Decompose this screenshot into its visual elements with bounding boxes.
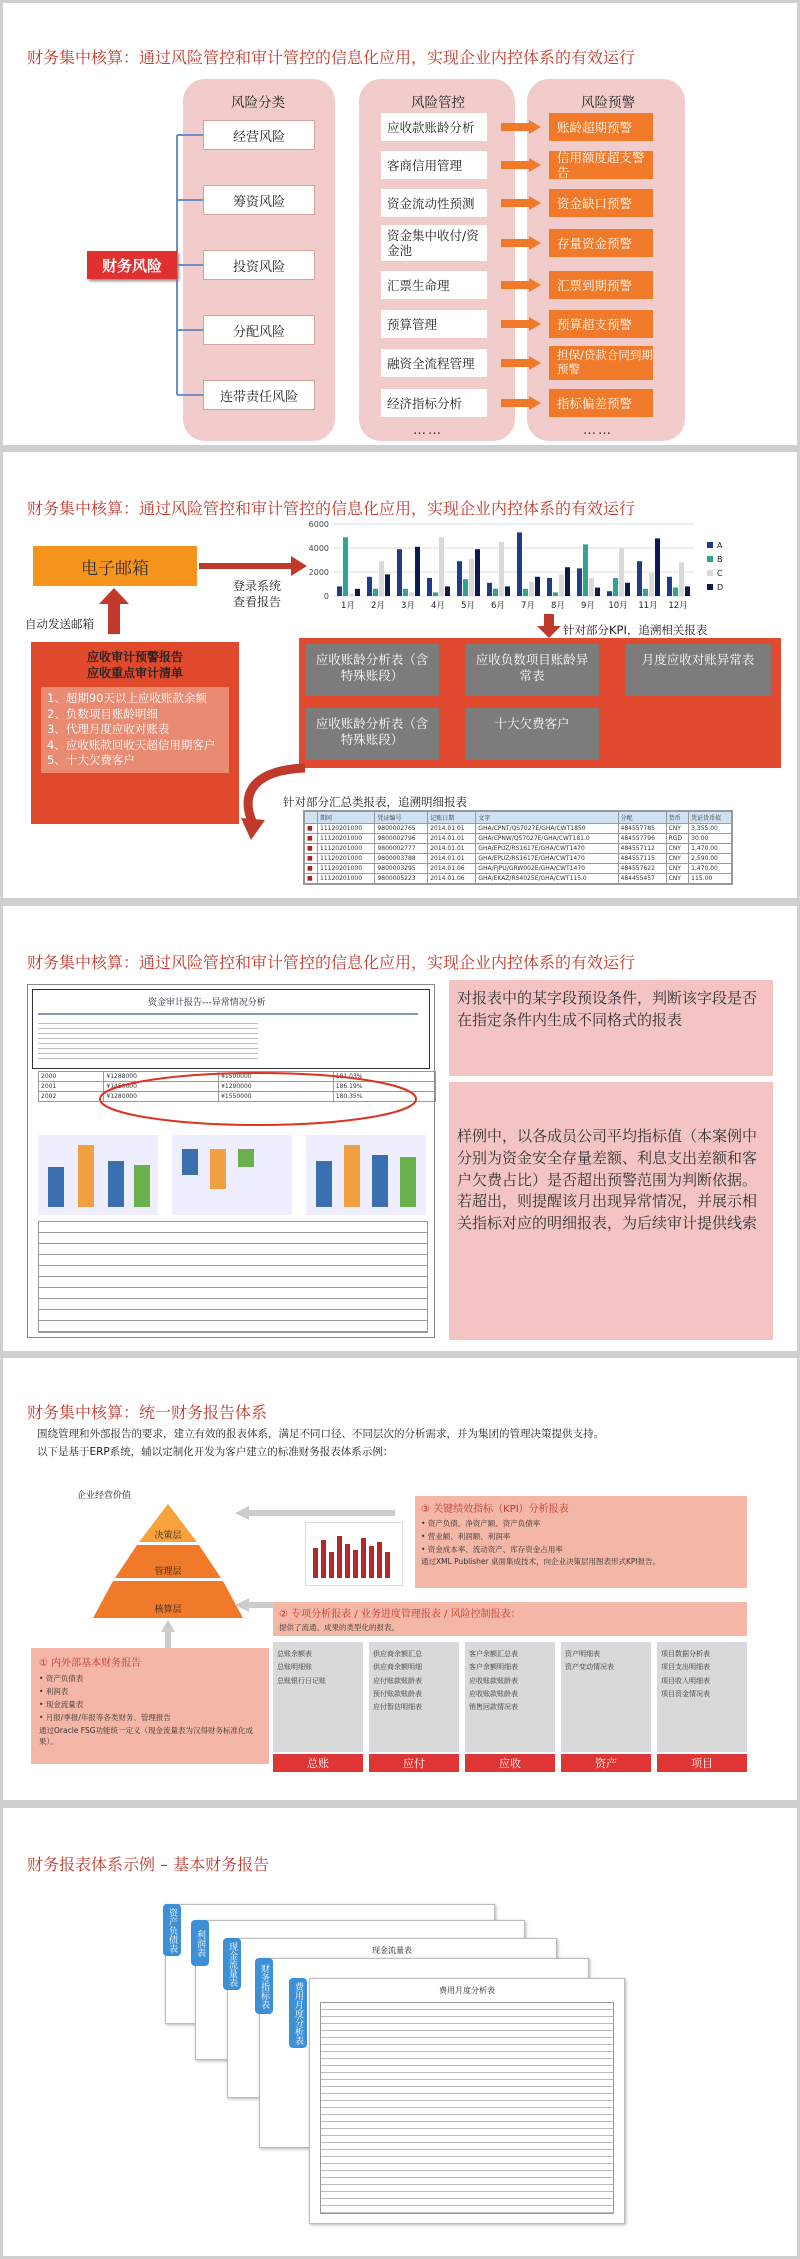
- legend-label: D: [717, 583, 724, 592]
- table-cell: ■: [305, 834, 318, 844]
- audit-item: 1、超期90天以上应收账款余额: [47, 691, 207, 706]
- report-category-bar: 应付: [369, 1754, 459, 1772]
- control-8: 经济指标分析: [381, 389, 487, 417]
- chart-bar: [613, 578, 618, 596]
- table-cell: ¥1288000: [104, 1072, 219, 1082]
- table-cell: 2001: [39, 1082, 104, 1092]
- legend-swatch: [707, 584, 713, 590]
- legend-swatch: [707, 570, 713, 576]
- table-cell: 115.00: [689, 874, 732, 884]
- chart-bar: [517, 532, 522, 596]
- x-tick-label: 2月: [371, 601, 385, 611]
- warning-5: 汇票到期预警: [549, 271, 653, 299]
- mgmt-report-head: ② 专项分析报表 / 业务进度管理报表 / 风险控制报表：: [279, 1609, 521, 1620]
- report-item: 销售回款情况表: [469, 1703, 518, 1712]
- kpi-item: 通过XML Publisher 桌面集成技术，向企业决策层用图表形式KPI报告。: [421, 1557, 661, 1567]
- chart-bar: [469, 559, 474, 596]
- chart-bar: [673, 588, 678, 596]
- report-item: 总账明细账: [277, 1663, 312, 1672]
- table-cell: GHA/EKAZ/RS4025E/GHA/CWT115.0: [476, 874, 618, 884]
- table-cell: ■: [305, 864, 318, 874]
- legend-label: B: [717, 555, 723, 564]
- chart-bar: [553, 592, 558, 596]
- report-item: 资产明细表: [565, 1650, 600, 1658]
- slide-title: 财务集中核算：统一财务报告体系: [27, 1403, 268, 1422]
- arrow-right-icon: [501, 317, 533, 331]
- table-cell: 1,470.00: [689, 864, 732, 874]
- kpi-report-head: ③ 关键绩效指标（KPI）分析报表: [421, 1504, 569, 1515]
- chart-bar: [367, 577, 372, 596]
- table-header: 货币: [666, 812, 689, 824]
- warning-6: 预算超支预警: [549, 310, 653, 338]
- chart-bar: [655, 538, 660, 596]
- x-tick-label: 3月: [401, 601, 415, 611]
- table-cell: 181.03%: [333, 1072, 435, 1082]
- x-tick-label: 5月: [461, 601, 475, 611]
- control-3: 资金流动性预测: [381, 189, 487, 217]
- chart-bar: [685, 586, 690, 596]
- table-cell: 9800003788: [375, 854, 428, 864]
- table-cell: 2014.01.01: [428, 854, 476, 864]
- x-tick-label: 6月: [491, 601, 505, 611]
- table-row[interactable]: [305, 834, 732, 844]
- arrow-up-icon: [99, 588, 129, 634]
- kpi-trace-label: 针对部分KPI，追溯相关报表: [563, 623, 708, 637]
- highlight-ellipse: [98, 1071, 428, 1131]
- table-cell: 11120201000: [318, 864, 375, 874]
- table-row[interactable]: [305, 874, 732, 884]
- login-label: 登录系统 查看报告: [233, 579, 282, 610]
- x-tick-label: 12月: [668, 601, 688, 611]
- table-cell: 484557785: [618, 824, 666, 834]
- warning-3: 资金缺口预警: [549, 189, 653, 217]
- report-item: 供应商余额汇总: [373, 1650, 422, 1658]
- chart-bar: [679, 562, 684, 596]
- chart-bar: [337, 586, 342, 596]
- table-cell: 1,470.00: [689, 844, 732, 854]
- basic-item: • 现金流量表: [39, 1700, 84, 1710]
- slide-title: 财务集中核算：通过风险管控和审计管控的信息化应用，实现企业内控体系的有效运行: [27, 499, 636, 518]
- mgmt-report-sub: 提供了流通、成果的类型化的报表。: [279, 1623, 399, 1632]
- doc-title: 资金审计报告---异常情况分析: [148, 998, 266, 1008]
- chart-bar: [415, 547, 420, 596]
- slide-audit-email: [3, 452, 797, 898]
- table-cell: ■: [305, 874, 318, 884]
- x-tick-label: 11月: [638, 601, 658, 611]
- chart-bar: [589, 578, 594, 596]
- slide-title: 财务集中核算：通过风险管控和审计管控的信息化应用，实现企业内控体系的有效运行: [27, 48, 636, 67]
- report-item: 预付账款账龄表: [373, 1689, 422, 1698]
- tab-income-statement[interactable]: 利润表: [191, 1920, 209, 1966]
- slide-title: 财务集中核算：通过风险管控和审计管控的信息化应用，实现企业内控体系的有效运行: [27, 953, 636, 972]
- example-text: 样例中，以各成员公司平均指标值（本案例中分别为资金安全存量差额、利息支出差额和客户欠费占比）是否超出预警范围为判断依据。若超出，则提醒该月出现异常情况，并展示相关指标对应的明细报表，为后续审计提供线索: [449, 1082, 773, 1340]
- table-cell: ¥1550000: [219, 1092, 334, 1102]
- audit-document: [27, 984, 435, 1338]
- audit-report-title: 应收审计预警报告 应收重点审计清单: [86, 650, 183, 680]
- table-header: 凭证编号: [375, 812, 428, 824]
- report-item: 应收账款账龄表: [469, 1689, 518, 1698]
- sheet-title: 现金流量表: [372, 1946, 412, 1955]
- arrow-right-icon: [501, 396, 533, 410]
- table-cell: RGD: [666, 834, 689, 844]
- basic-report-panel: [31, 1648, 269, 1764]
- table-cell: 2000: [39, 1072, 104, 1082]
- slide-risk-control: [3, 3, 797, 445]
- chart-bar: [535, 577, 540, 596]
- chart-bar: [607, 591, 612, 596]
- table-cell: CNY: [666, 824, 689, 834]
- arrow-right-icon: [501, 196, 533, 210]
- slide-reporting-system: [3, 1358, 797, 1800]
- table-header: 凭证货币值: [689, 812, 732, 824]
- col-head-control: 风险管控: [411, 95, 465, 111]
- audit-report-box: [31, 642, 239, 824]
- kpi-report-panel: [415, 1496, 747, 1588]
- table-cell: 2014.01.06: [428, 864, 476, 874]
- pyramid-level-1: 决策层: [154, 1531, 182, 1541]
- audit-item: 2、负数项目账龄明细: [47, 706, 158, 721]
- report-item: 项目支出明细表: [661, 1663, 710, 1672]
- basic-item: • 月报/季报/年报等各类财务、管理报告: [39, 1713, 171, 1723]
- bar-chart: [303, 520, 733, 616]
- root-node: 财务风险: [87, 251, 177, 279]
- pyramid-level-2: 管理层: [154, 1567, 182, 1577]
- chart-bar: [499, 542, 504, 596]
- basic-item: • 利润表: [39, 1687, 69, 1697]
- table-cell: 2014.01.01: [428, 844, 476, 854]
- chart-bar: [637, 561, 642, 596]
- chart-bar: [643, 589, 648, 596]
- kpi-chart-thumb: [305, 1522, 403, 1586]
- legend-swatch: [707, 542, 713, 548]
- legend-label: A: [717, 541, 723, 550]
- drill-label: 针对部分汇总类报表，追溯明细报表: [283, 795, 467, 809]
- chart-bar: [559, 574, 564, 596]
- cat-3: 投资风险: [203, 250, 315, 280]
- pyramid-level-3: 核算层: [154, 1605, 182, 1615]
- chart-bar: [343, 537, 348, 596]
- more-warnings: ……: [583, 423, 613, 438]
- auto-email-label: 自动发送邮箱: [25, 617, 94, 631]
- kpi-item: • 资金成本率、流动资产、库存资金占用率: [421, 1544, 563, 1554]
- arrow-right-icon: [501, 356, 533, 370]
- kpi-box-1: 应收账龄分析表（含特殊账段）: [305, 644, 439, 696]
- kpi-item: • 营业额、利润额、利润率: [421, 1531, 511, 1541]
- cat-1: 经营风险: [203, 120, 315, 150]
- kpi-box-5: 十大欠费客户: [465, 708, 599, 760]
- chart-bar: [619, 548, 624, 596]
- x-tick-label: 10月: [608, 601, 628, 611]
- legend-swatch: [707, 556, 713, 562]
- cat-2: 筹资风险: [203, 185, 315, 215]
- table-row[interactable]: [305, 854, 732, 864]
- chart-bar: [565, 567, 570, 596]
- report-column: [561, 1642, 651, 1752]
- control-5: 汇票生命理: [381, 271, 487, 299]
- chart-bar: [493, 589, 498, 596]
- table-cell: 9800002765: [375, 824, 428, 834]
- table-cell: 484557622: [618, 864, 666, 874]
- kpi-box-3: 月度应收对账异常表: [625, 644, 771, 696]
- y-tick-label: 0: [323, 592, 329, 601]
- report-item: 总账银行日记账: [277, 1676, 326, 1685]
- table-row[interactable]: [305, 864, 732, 874]
- report-column: [657, 1642, 747, 1752]
- cat-5: 连带责任风险: [203, 380, 315, 410]
- arrow-right-icon: [501, 120, 533, 134]
- chart-bar: [547, 578, 552, 596]
- chart-bar: [667, 577, 672, 596]
- report-column: [369, 1642, 459, 1752]
- chart-bar: [355, 589, 360, 596]
- table-cell: ■: [305, 844, 318, 854]
- chart-bar: [505, 586, 510, 596]
- mgmt-report-head-bar: [273, 1602, 747, 1636]
- mini-charts: [38, 1135, 428, 1217]
- report-item: 客户余额汇总表: [469, 1650, 518, 1658]
- table-cell: CNY: [666, 864, 689, 874]
- table-cell: 9800002777: [375, 844, 428, 854]
- table-cell: 9800002796: [375, 834, 428, 844]
- table-cell: 2014.01.01: [428, 824, 476, 834]
- table-cell: ¥1280000: [104, 1092, 219, 1102]
- x-tick-label: 1月: [341, 601, 355, 611]
- basic-item: 通过Oracle FSG功能统一定义（现金流量表为汉得财务标准化成果）。: [39, 1725, 254, 1746]
- table-cell: ■: [305, 854, 318, 864]
- chart-bar: [457, 561, 462, 596]
- cat-4: 分配风险: [203, 315, 315, 345]
- table-cell: 11120201000: [318, 854, 375, 864]
- chart-bar: [595, 588, 600, 596]
- chart-bar: [445, 586, 450, 596]
- more-controls: ……: [413, 423, 443, 438]
- table-header: 期间: [318, 812, 375, 824]
- chart-bar: [433, 592, 438, 596]
- table-header: 记账日期: [428, 812, 476, 824]
- table-header: 文字: [476, 812, 618, 824]
- detail-table: [303, 810, 733, 885]
- table-cell: ¥1450000: [104, 1082, 219, 1092]
- arrow-right-icon: [501, 278, 533, 292]
- warning-2: 信用额度超支警告: [549, 151, 653, 179]
- arrow-right-icon: [501, 158, 533, 172]
- chart-bar: [487, 583, 492, 596]
- report-item: 项目资金情况表: [661, 1689, 710, 1698]
- report-item: 总账余额表: [277, 1650, 312, 1658]
- audit-item: 5、十大欠费客户: [47, 753, 135, 768]
- slide-basic-reports: [3, 1808, 797, 2256]
- table-cell: CNY: [666, 874, 689, 884]
- chart-bar: [397, 549, 402, 596]
- chart-bar: [373, 589, 378, 596]
- table-cell: 484557112: [618, 844, 666, 854]
- table-cell: GHA/EPUZ/RS1617E/GHA/CWT1470: [476, 854, 618, 864]
- chart-bar: [625, 583, 630, 596]
- x-tick-label: 9月: [581, 601, 595, 611]
- warning-7: 担保/贷款合同到期预警: [549, 346, 653, 380]
- x-tick-label: 4月: [431, 601, 445, 611]
- email-box: 电子邮箱: [33, 546, 197, 586]
- col-head-warning: 风险预警: [581, 95, 635, 111]
- table-cell: 484557796: [618, 834, 666, 844]
- table-header: [305, 812, 318, 824]
- y-tick-label: 6000: [308, 520, 329, 529]
- arrow-down-icon: [537, 614, 561, 638]
- audit-item: 3、代理月度应收对账表: [47, 722, 170, 737]
- table-cell: CNY: [666, 854, 689, 864]
- y-tick-label: 4000: [308, 544, 329, 553]
- chart-bar: [649, 573, 654, 596]
- control-1: 应收款账龄分析: [381, 113, 487, 141]
- chart-bar: [463, 579, 468, 596]
- table-cell: 30.00: [689, 834, 732, 844]
- audit-report-list: [41, 687, 229, 773]
- slide-title: 财务报表体系示例 – 基本财务报告: [27, 1855, 270, 1874]
- table-cell: 2014.01.01: [428, 834, 476, 844]
- report-item: 项目数据分析表: [661, 1650, 710, 1658]
- control-6: 预算管理: [381, 310, 487, 338]
- sheet-title: 费用月度分析表: [439, 1986, 495, 1995]
- arrow-left-icon: [235, 1598, 275, 1612]
- warning-4: 存量资金预警: [549, 229, 653, 257]
- table-cell: 2002: [39, 1092, 104, 1102]
- chart-bar: [379, 561, 384, 596]
- kpi-item: • 资产负债、净资产额、资产负债率: [421, 1519, 541, 1528]
- tab-cashflow[interactable]: 现金流量表: [223, 1938, 241, 1990]
- table-cell: ■: [305, 824, 318, 834]
- report-category-bar: 总账: [273, 1754, 363, 1772]
- chart-bar: [439, 537, 444, 596]
- intro-line-1: 围绕管理和外部报告的要求，建立有效的报表体系，满足不同口径、不同层次的分析需求，并为集团的管理决策提供支持。: [37, 1428, 604, 1440]
- pyramid-top-label: 企业经营价值: [77, 1491, 132, 1501]
- arrow-right-icon: [501, 236, 533, 250]
- table-cell: GHA/CPNT/QS7027E/GHA/CWT1850: [476, 824, 618, 834]
- tab-financial-indicators[interactable]: 财务指标表: [255, 1958, 273, 2014]
- table-cell: 9800005223: [375, 874, 428, 884]
- report-column: [465, 1642, 555, 1752]
- chart-bar: [385, 574, 390, 596]
- chart-bar: [427, 578, 432, 596]
- report-item: 项目收入明细表: [661, 1676, 710, 1685]
- chart-bar: [349, 594, 354, 596]
- table-cell: 9800003295: [375, 864, 428, 874]
- table-cell: 11120201000: [318, 844, 375, 854]
- report-column: [273, 1642, 363, 1752]
- report-item: 应付暂估明细表: [373, 1703, 422, 1712]
- report-category-bar: 应收: [465, 1754, 555, 1772]
- x-tick-label: 7月: [521, 601, 535, 611]
- y-tick-label: 2000: [308, 568, 329, 577]
- basic-report-head: ① 内外部基本财务报告: [39, 1658, 142, 1669]
- table-cell: 2014.01.06: [428, 874, 476, 884]
- table-cell: GHA/CPNW/QS7027E/GHA/CWT181.0: [476, 834, 618, 844]
- warning-1: 账龄超期预警: [549, 113, 653, 141]
- report-item: 供应商余额明细: [373, 1663, 422, 1672]
- arrow-left-icon: [235, 1506, 395, 1520]
- table-cell: 484557115: [618, 854, 666, 864]
- tab-balance-sheet[interactable]: 资产负债表: [163, 1904, 181, 1956]
- intro-line-2: 以下是基于ERP系统，辅以定制化开发为客户建立的标准财务报表体系示例：: [37, 1446, 394, 1458]
- x-tick-label: 8月: [551, 601, 565, 611]
- report-item: 应收账款账龄表: [469, 1676, 518, 1685]
- table-cell: CNY: [666, 844, 689, 854]
- warning-8: 指标偏差预警: [549, 389, 653, 417]
- table-cell: GHA/EPUZ/RS1617E/GHA/CWT1470: [476, 844, 618, 854]
- table-cell: 484455457: [618, 874, 666, 884]
- chart-bar: [577, 568, 582, 596]
- table-header: 分配: [618, 812, 666, 824]
- chart-bar: [529, 582, 534, 596]
- table-cell: ¥1290000: [219, 1082, 334, 1092]
- table-row[interactable]: [305, 844, 732, 854]
- arrow-right-icon: [199, 556, 307, 576]
- control-7: 融资全流程管理: [381, 349, 487, 377]
- report-item: 资产变动情况表: [565, 1663, 614, 1672]
- report-item: 应付账款账龄表: [373, 1676, 422, 1685]
- table-cell: ¥1500000: [219, 1072, 334, 1082]
- report-category-bar: 资产: [561, 1754, 651, 1772]
- arrow-up-icon: [161, 1620, 175, 1650]
- table-cell: 11120201000: [318, 874, 375, 884]
- table-row[interactable]: [305, 824, 732, 834]
- report-item: 客户余额明细表: [469, 1663, 518, 1672]
- table-cell: 186.19%: [333, 1082, 435, 1092]
- chart-bar: [475, 549, 480, 596]
- chart-bar: [403, 589, 408, 596]
- chart-bar: [583, 544, 588, 596]
- table-cell: GHA/FJPU/GRW002E/GHA/CWT1470: [476, 864, 618, 874]
- control-2: 客商信用管理: [381, 151, 487, 179]
- basic-item: • 资产负债表: [39, 1674, 84, 1683]
- table-cell: 3,355.00: [689, 824, 732, 834]
- table-cell: 2,590.00: [689, 854, 732, 864]
- table-cell: 180.35%: [333, 1092, 435, 1102]
- audit-item: 4、应收账款回收天超信用期客户: [47, 737, 216, 752]
- chart-bar: [523, 589, 528, 596]
- report-sheet-expense: [309, 1978, 625, 2224]
- table-cell: 11120201000: [318, 834, 375, 844]
- control-4: 资金集中收付/资金池: [381, 225, 487, 261]
- kpi-box-2: 应收负数项目账龄异常表: [465, 644, 599, 696]
- kpi-box-4: 应收账龄分析表（含特殊账段）: [305, 708, 439, 760]
- chart-bar: [409, 592, 414, 596]
- legend-label: C: [717, 569, 723, 578]
- col-head-category: 风险分类: [231, 95, 285, 111]
- table-cell: 11120201000: [318, 824, 375, 834]
- condition-text: 对报表中的某字段预设条件，判断该字段是否在指定条件内生成不同格式的报表: [449, 980, 773, 1076]
- report-category-bar: 项目: [657, 1754, 747, 1772]
- tab-expense-analysis[interactable]: 费用月度分析表: [289, 1978, 307, 2048]
- slide-exception-analysis: [3, 906, 797, 1351]
